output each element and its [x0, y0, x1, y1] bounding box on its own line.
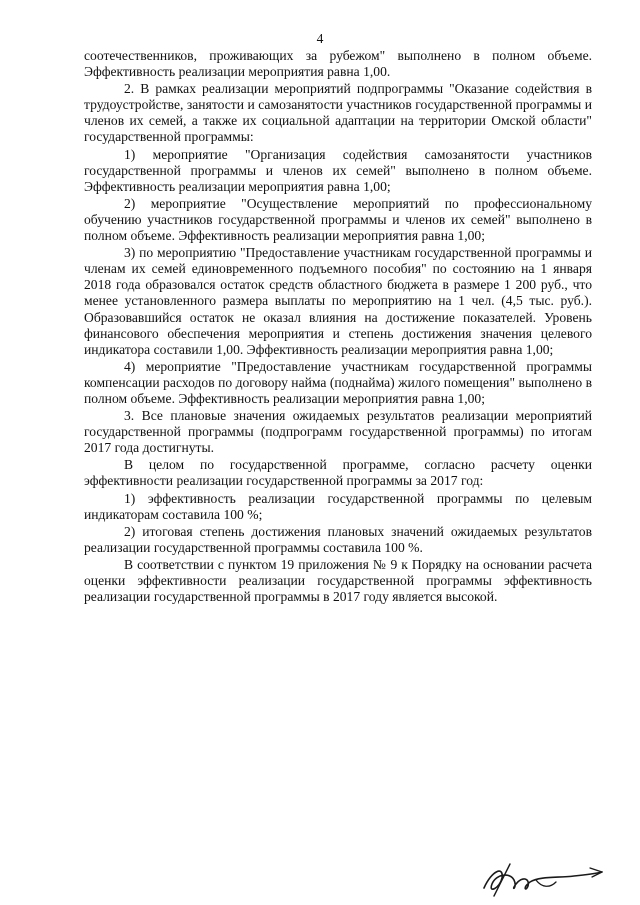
paragraph-subitem-1: 1) мероприятие "Организация содействия самозанятости участников государственной программы и членов их семей" выполнено в полном объеме. Эффективность реализации мероприятия равна 1,00;	[84, 146, 592, 194]
page-number: 4	[316, 31, 324, 46]
paragraph-conclusion: В соответствии с пунктом 19 приложения № 9 к Порядку на основании расчета оценки эффективности реализации государственной программы эффективность реализации государственной программы в 2017 году является высокой.	[84, 556, 592, 605]
paragraph-assessment-1: 1) эффективность реализации государственной программы по целевым индикаторам составила 100 %;	[84, 490, 592, 522]
paragraph-item-2: 2. В рамках реализации мероприятий подпрограммы "Оказание содействия в трудоустройстве, занятости и самозанятости участников государственной программы и членов их семей, а также их социальной адаптации на территории Омской области" государственной программы:	[84, 81, 592, 145]
paragraph-subitem-2: 2) мероприятие "Осуществление мероприятий по профессиональному обучению участников государственной программы и членов их семей" выполнено в полном объеме. Эффективность реализации мероприятия равна 1,00;	[84, 195, 592, 244]
handwritten-signature	[470, 858, 610, 902]
document-body	[84, 48, 592, 606]
paragraph-subitem-3: 3) по мероприятию "Предоставление участникам государственной программы и членам их семей единовременного подъемного пособия" по состоянию на 1 января 2018 года образовался остаток средств областного бюджета в размере 1 200 руб., что менее установленного размера выплаты по мероприятию на 1 чел. (4,5 тыс. руб.). Образовавшийся остаток не оказал влияния на достижение показателей. Уровень финансового обеспечения мероприятия и степень достижения значения целевого индикатора составили 1,00. Эффективность реализации мероприятия равна 1,00;	[84, 245, 592, 357]
paragraph-overall-assessment: В целом по государственной программе, согласно расчету оценки эффективности реализации государственной программы за 2017 год:	[84, 457, 592, 489]
paragraph-item-3: 3. Все плановые значения ожидаемых результатов реализации мероприятий государственной программы (подпрограмм государственной программы) по итогам 2017 года достигнуты.	[84, 408, 592, 456]
paragraph-continuation: соотечественников, проживающих за рубежом" выполнено в полном объеме. Эффективность реализации мероприятия равна 1,00.	[84, 48, 592, 80]
paragraph-assessment-2: 2) итоговая степень достижения плановых значений ожидаемых результатов реализации государственной программы составила 100 %.	[84, 523, 592, 555]
paragraph-subitem-4: 4) мероприятие "Предоставление участникам государственной программы компенсации расходов по договору найма (поднайма) жилого помещения" выполнено в полном объеме. Эффективность реализации мероприятия равна 1,00;	[84, 358, 592, 406]
